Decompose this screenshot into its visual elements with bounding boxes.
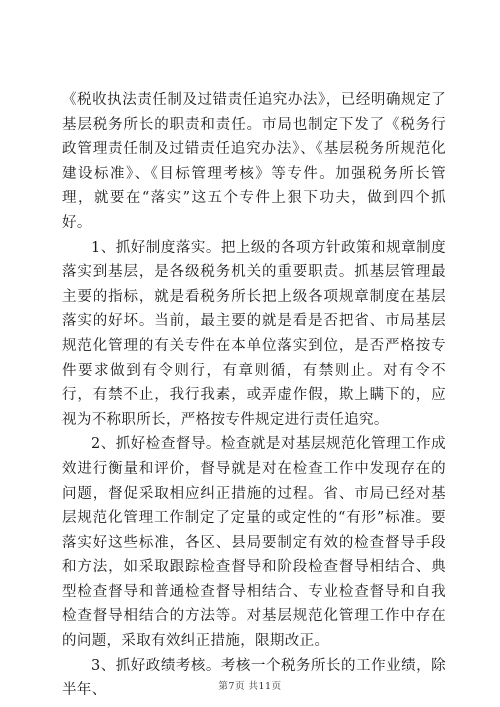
paragraph-intro: 《税收执法责任制及过错责任追究办法》，已经明确规定了基层税务所长的职责和责任。市局也制定下发了《税务行政管理责任制及过错责任追究办法》、《基层税务所规范化建设标准》、《目标管理考核》等专件。加强税务所长管理，就要在“落实”这五个专件上狠下功夫，做到四个抓好。 (62, 92, 446, 231)
page-footer: 第7页 共11页 (218, 681, 282, 692)
paragraph-performance-assessment: 3、抓好政绩考核。考核一个税务所长的工作业绩，除半年、 (62, 657, 446, 699)
document-body (62, 88, 446, 703)
paragraph-system-implementation: 1、抓好制度落实。把上级的各项方针政策和规章制度落实到基层，是各级税务机关的重要职责。抓基层管理最主要的指标，就是看税务所长把上级各项规章制度在基层落实的好坏。当前，最主要的就是看是否把省、市局基层规范化管理的有关专件在本单位落实到位，是否严格按专件要求做到有令则行，有章则循，有禁则止。对有令不行，有禁不止，我行我素，或弄虚作假，欺上瞒下的，应视为不称职所长，严格按专件规定进行责任追究。 (62, 239, 446, 428)
paragraph-inspection-supervision: 2、抓好检查督导。检查就是对基层规范化管理工作成效进行衡量和评价，督导就是对在检查工作中发现存在的问题，督促采取相应纠正措施的过程。省、市局已经对基层规范化管理工作制定了定量的或定性的“有形”标准。要落实好这些标准，各区、县局要制定有效的检查督导手段和方法，如采取跟踪检查督导和阶段检查督导相结合、典型检查督导和普通检查督导相结合、专业检查督导和自我检查督导相结合的方法等。对基层规范化管理工作中存在的问题，采取有效纠正措施，限期改正。 (62, 436, 446, 650)
